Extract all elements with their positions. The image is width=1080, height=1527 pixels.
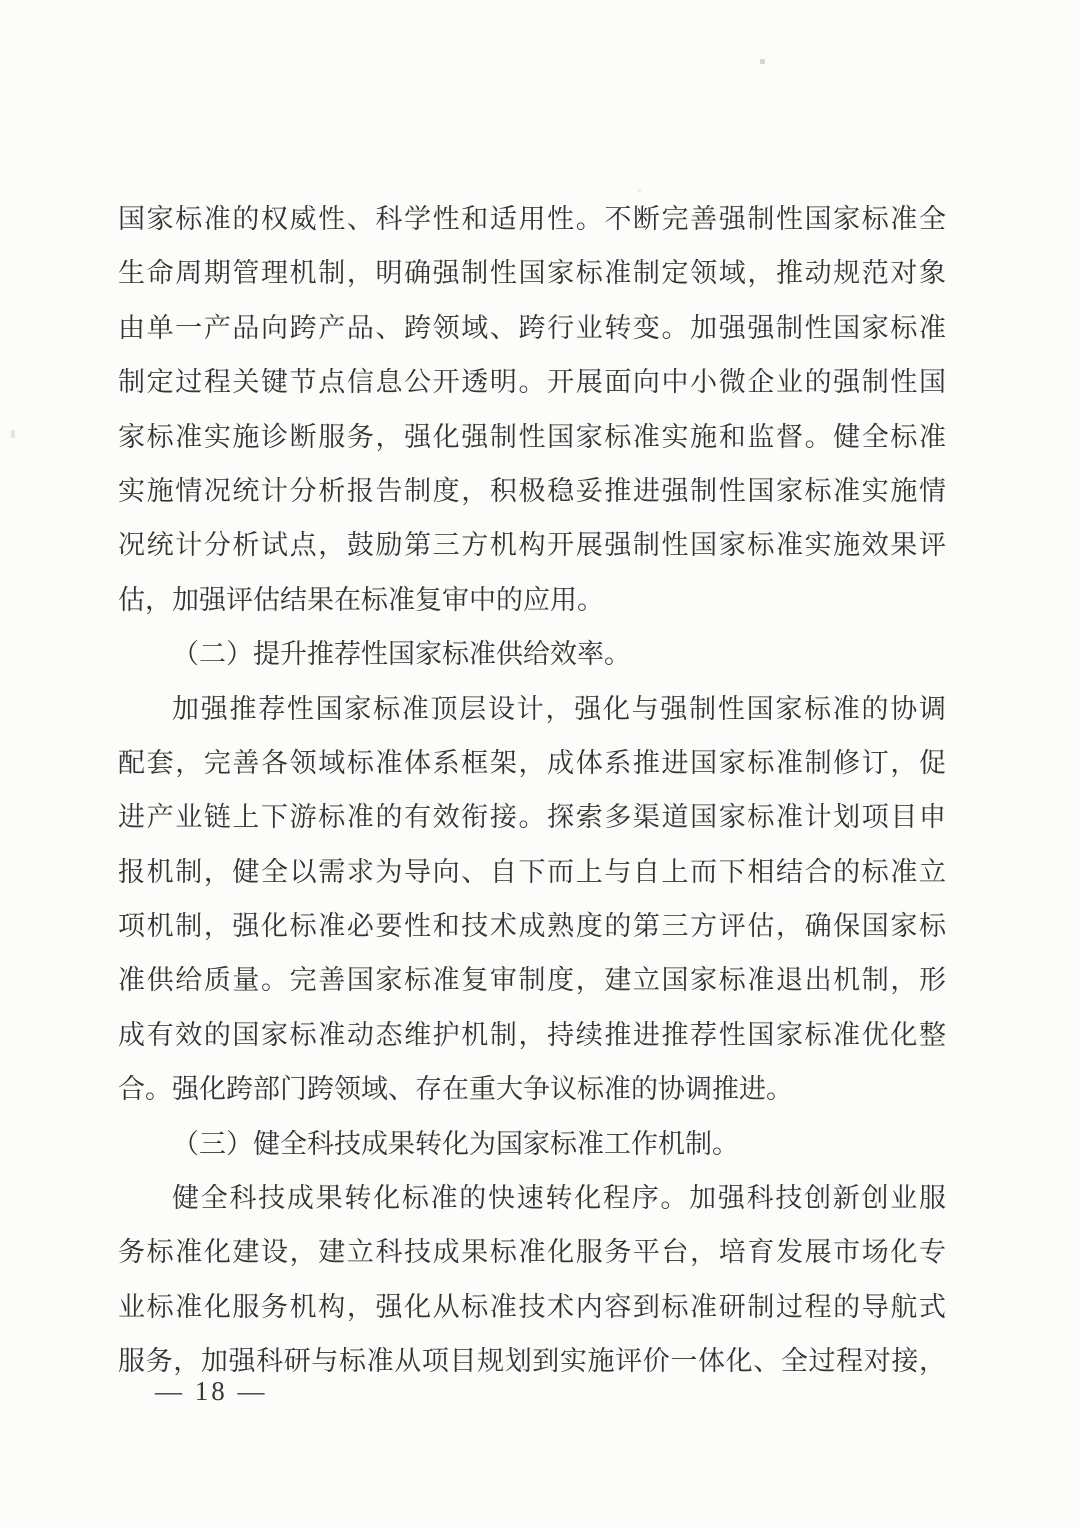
text-line: 制定过程关键节点信息公开透明。开展面向中小微企业的强制性国 [118, 367, 946, 398]
text-line: 实施情况统计分析报告制度，积极稳妥推进强制性国家标准实施情 [118, 475, 946, 506]
text-line: 服务，加强科研与标准从项目规划到实施评价一体化、全过程对接， [118, 1346, 946, 1377]
text-line: 报机制，健全以需求为导向、自下而上与自上而下相结合的标准立 [118, 856, 946, 887]
text-line: 务标准化建设，建立科技成果标准化服务平台，培育发展市场化专 [118, 1237, 946, 1268]
section-heading-2: （二）提升推荐性国家标准供给效率。 [172, 639, 631, 670]
text-line: 国家标准的权威性、科学性和适用性。不断完善强制性国家标准全 [118, 204, 946, 234]
text-line: 加强推荐性国家标准顶层设计，强化与强制性国家标准的协调 [172, 693, 946, 724]
page-number: — 18 — [155, 1376, 268, 1406]
text-line: 健全科技成果转化标准的快速转化程序。加强科技创新创业服 [172, 1183, 946, 1214]
text-line: 估，加强评估结果在标准复审中的应用。 [118, 584, 604, 615]
scan-artifact [11, 430, 15, 438]
text-line: 进产业链上下游标准的有效衔接。探索多渠道国家标准计划项目申 [118, 802, 946, 833]
text-line: 生命周期管理机制，明确强制性国家标准制定领域，推动规范对象 [118, 258, 946, 289]
text-line: 准供给质量。完善国家标准复审制度，建立国家标准退出机制，形 [118, 965, 946, 996]
text-line: 况统计分析试点，鼓励第三方机构开展强制性国家标准实施效果评 [118, 530, 946, 561]
text-line: 家标准实施诊断服务，强化强制性国家标准实施和监督。健全标准 [118, 421, 946, 452]
section-heading-3: （三）健全科技成果转化为国家标准工作机制。 [172, 1128, 739, 1159]
text-line: 配套，完善各领域标准体系框架，成体系推进国家标准制修订，促 [118, 747, 946, 778]
text-line: 业标准化服务机构，强化从标准技术内容到标准研制过程的导航式 [118, 1291, 946, 1322]
text-line: 成有效的国家标准动态维护机制，持续推进推荐性国家标准优化整 [118, 1019, 946, 1050]
scan-artifact [638, 189, 641, 192]
document-text-block [118, 192, 946, 1389]
scan-artifact [760, 59, 765, 64]
text-line: 由单一产品向跨产品、跨领域、跨行业转变。加强强制性国家标准 [118, 312, 946, 343]
text-line: 项机制，强化标准必要性和技术成熟度的第三方评估，确保国家标 [118, 911, 946, 942]
text-line: 合。强化跨部门跨领域、存在重大争议标准的协调推进。 [118, 1074, 793, 1105]
